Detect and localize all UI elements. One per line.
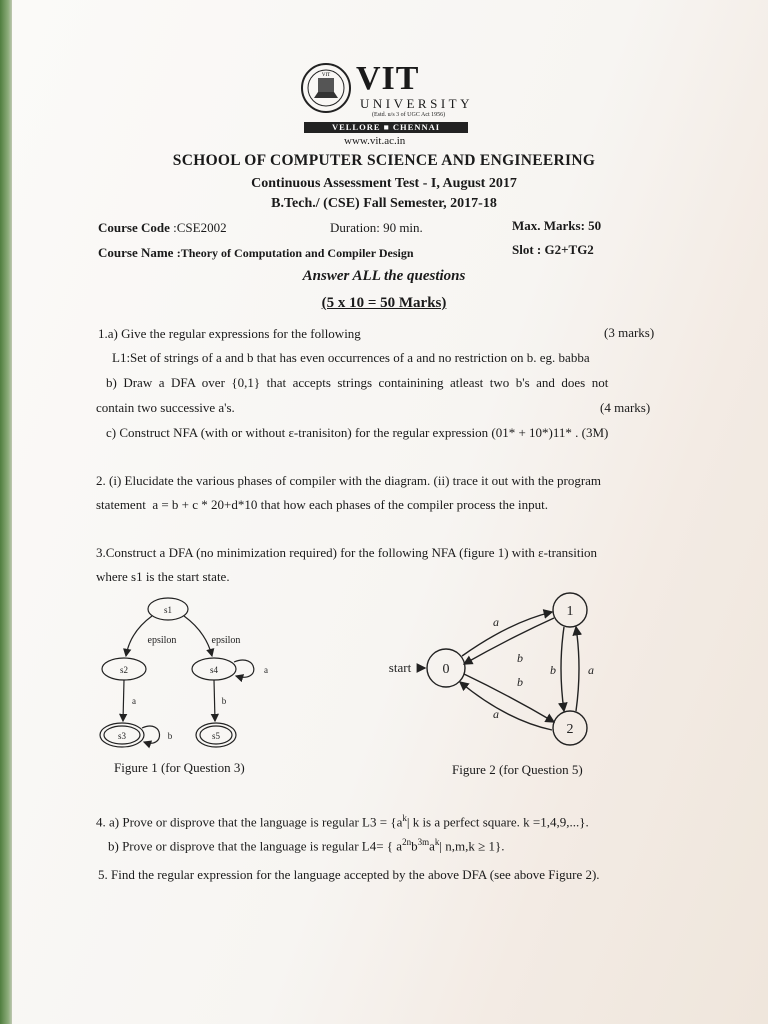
edge-label-b-loop: b — [167, 731, 173, 741]
edge-label-epsilon-2: epsilon — [211, 635, 241, 646]
course-code-label: Course Code — [98, 220, 170, 235]
logo-name: VIT — [356, 60, 420, 97]
state-label-s3: s3 — [117, 731, 127, 741]
state-label-s2: s2 — [119, 665, 129, 675]
school-title: SCHOOL OF COMPUTER SCIENCE AND ENGINEERING — [172, 152, 596, 169]
edge-label-a: a — [132, 696, 136, 706]
figure2-dfa — [380, 592, 620, 757]
website: www.vit.ac.in — [344, 135, 406, 147]
q1b-text-cont: contain two successive a's. — [96, 400, 235, 415]
duration: Duration: 90 min. — [330, 220, 423, 235]
course-name-label: Course Name — [98, 245, 174, 260]
q4b-text: b) Prove or disprove that the language is regular L4= { $a^{2n}b^{3m}a^k|$ n,m,k ≥ 1}. — [108, 837, 505, 854]
state-label-2: 2 — [566, 722, 574, 737]
edge-label-epsilon-1: epsilon — [147, 635, 177, 646]
course-code: :CSE2002 — [173, 220, 227, 235]
q1a-marks: (3 marks) — [604, 325, 655, 340]
q1c-text: c) Construct NFA (with or without ε-tranisiton) for the regular expression (01* + 10*)11* . (3M) — [106, 425, 609, 440]
edge-label-b: b — [221, 696, 227, 706]
state-label-s1: s1 — [163, 605, 173, 615]
q5-text: 5. Find the regular expression for the language accepted by the above DFA (see above Figure 2). — [98, 867, 600, 882]
state-label-0: 0 — [442, 662, 450, 677]
marks-scheme: (5 x 10 = 50 Marks) — [321, 295, 447, 311]
edge-label-a-loop: a — [264, 665, 268, 675]
state-label-1: 1 — [566, 604, 574, 619]
edge-label-1-2: b — [550, 663, 556, 677]
start-label: start — [388, 660, 412, 675]
edge-label-0-1: a — [493, 615, 499, 629]
q3-text: 3.Construct a DFA (no minimization required) for the following NFA (figure 1) with ε-transition — [96, 545, 598, 560]
edge-label-2-0: a — [493, 707, 499, 721]
course-code-row — [98, 220, 227, 236]
q2-text: 2. (i) Elucidate the various phases of compiler with the diagram. (ii) trace it out with the program — [96, 473, 602, 488]
state-label-s4: s4 — [209, 665, 219, 675]
q1a-text: 1.a) Give the regular expressions for the following — [98, 326, 361, 341]
svg-text:VIT: VIT — [321, 73, 331, 78]
q4a-text: 4. a) Prove or disprove that the language is regular $L3 = \{a^k|$ k is a perfect square. k =1,4,9,...}. — [96, 813, 589, 830]
figure1-nfa — [90, 592, 300, 762]
course-name-row — [98, 245, 414, 261]
figure2-caption: Figure 2 (for Question 5) — [452, 762, 583, 777]
campus-bar: VELLORE ■ CHENNAI — [304, 122, 468, 133]
q1b-text: b) Draw a DFA over {0,1} that accepts strings containining atleast two b's and does not — [106, 375, 609, 390]
q2-text-cont: statement a = b + c * 20+d*10 that how each phases of the compiler process the input. — [96, 497, 548, 512]
q3-text-cont: where s1 is the start state. — [96, 569, 230, 584]
logo-estd: (Estd. u/s 3 of UGC Act 1956) — [372, 112, 446, 118]
q1b-marks: (4 marks) — [600, 400, 651, 415]
logo-subtitle: UNIVERSITY — [360, 96, 473, 111]
course-name: :Theory of Computation and Compiler Design — [176, 246, 414, 260]
state-label-s5: s5 — [211, 731, 221, 741]
exam-title: Continuous Assessment Test - I, August 2017 — [251, 176, 517, 191]
figure1-caption: Figure 1 (for Question 3) — [114, 760, 245, 775]
instruction: Answer ALL the questions — [302, 268, 466, 284]
max-marks: Max. Marks: 50 — [512, 218, 602, 233]
slot: Slot : G2+TG2 — [512, 242, 594, 257]
edge-label-0-2: b — [517, 675, 523, 689]
edge-label-1-0: b — [517, 651, 523, 665]
university-seal-icon — [300, 62, 352, 114]
edge-label-2-1: a — [588, 663, 594, 677]
semester: B.Tech./ (CSE) Fall Semester, 2017-18 — [271, 196, 497, 211]
q1-l1-text: L1:Set of strings of a and b that has even occurrences of a and no restriction on b. eg. babba — [112, 350, 590, 365]
